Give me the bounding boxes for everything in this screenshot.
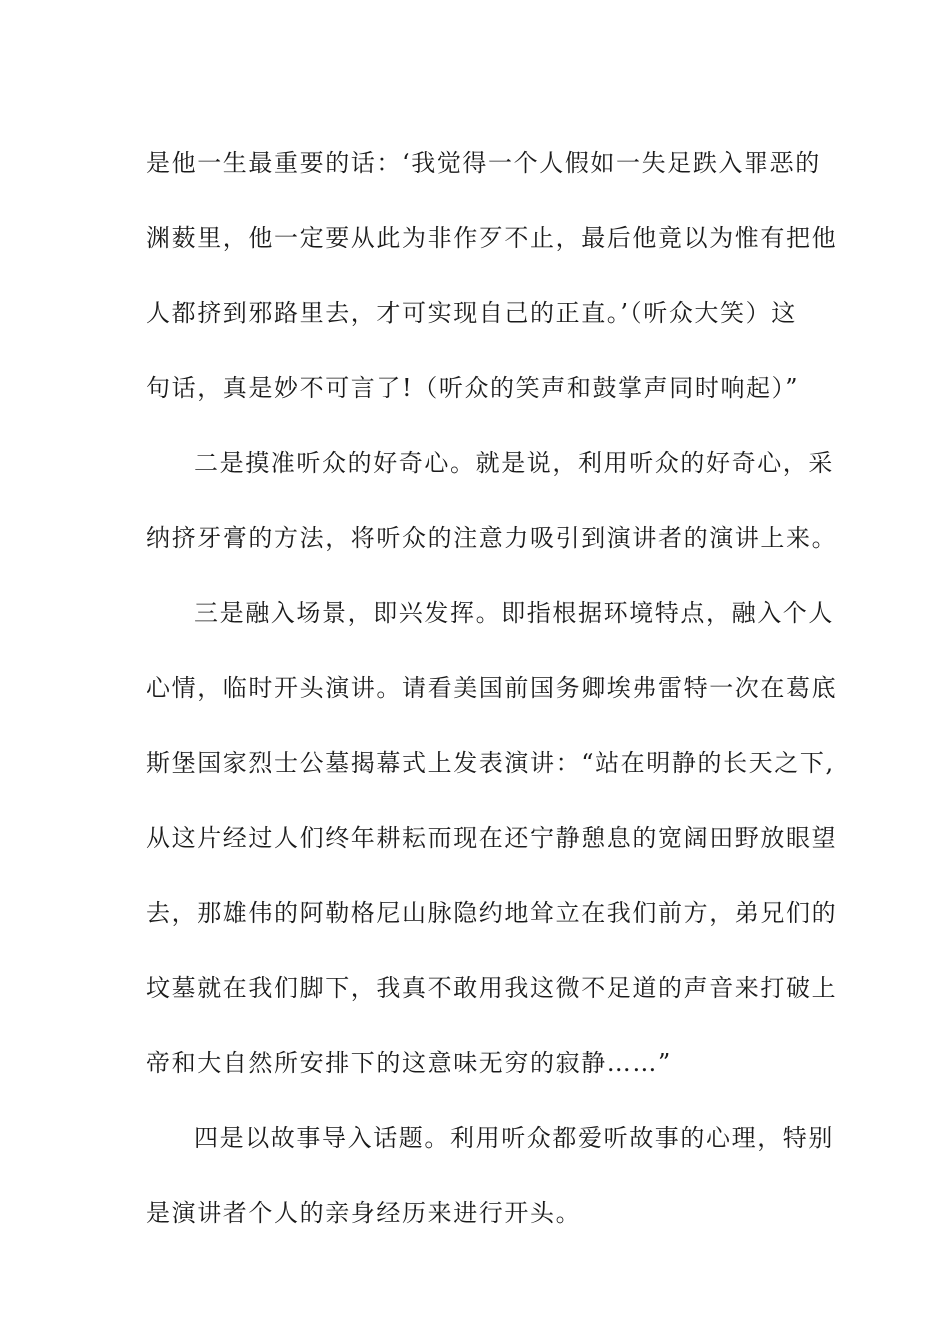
- text-line: 从这片经过人们终年耕耘而现在还宁静憩息的宽阔田野放眼望: [146, 824, 838, 852]
- text-line: 是他一生最重要的话：‘我觉得一个人假如一失足跌入罪恶的: [146, 149, 821, 177]
- document-body: [146, 126, 838, 1251]
- text-line: 是演讲者个人的亲身经历来进行开头。: [146, 1199, 582, 1227]
- text-line: 人都挤到邪路里去，才可实现自己的正直。’（听众大笑）这: [146, 299, 797, 327]
- text-line: 三是融入场景，即兴发挥。即指根据环境特点，融入个人: [194, 599, 834, 627]
- text-line: 纳挤牙膏的方法，将听众的注意力吸引到演讲者的演讲上来。: [146, 524, 838, 552]
- text-line: 渊薮里，他一定要从此为非作歹不止，最后他竟以为惟有把他: [146, 224, 838, 252]
- paragraph-quote-ending: [146, 126, 838, 426]
- text-line: 四是以故事导入话题。利用听众都爱听故事的心理，特别: [194, 1124, 834, 1152]
- text-line: 坟墓就在我们脚下，我真不敢用我这微不足道的声音来打破上: [146, 974, 838, 1002]
- text-line: 二是摸准听众的好奇心。就是说，利用听众的好奇心，采: [194, 449, 834, 477]
- text-line: 帝和大自然所安排下的这意味无穷的寂静……”: [146, 1049, 672, 1077]
- paragraph-curiosity: [146, 426, 838, 576]
- text-line: 心情，临时开头演讲。请看美国前国务卿埃弗雷特一次在葛底: [146, 674, 838, 702]
- text-line: 句话，真是妙不可言了!（听众的笑声和鼓掌声同时响起）”: [146, 374, 800, 402]
- text-line: 去，那雄伟的阿勒格尼山脉隐约地耸立在我们前方，弟兄们的: [146, 899, 838, 927]
- paragraph-scene: [146, 576, 838, 1101]
- paragraph-story: [146, 1101, 834, 1251]
- text-line: 斯堡国家烈士公墓揭幕式上发表演讲：“站在明静的长天之下,: [146, 749, 835, 777]
